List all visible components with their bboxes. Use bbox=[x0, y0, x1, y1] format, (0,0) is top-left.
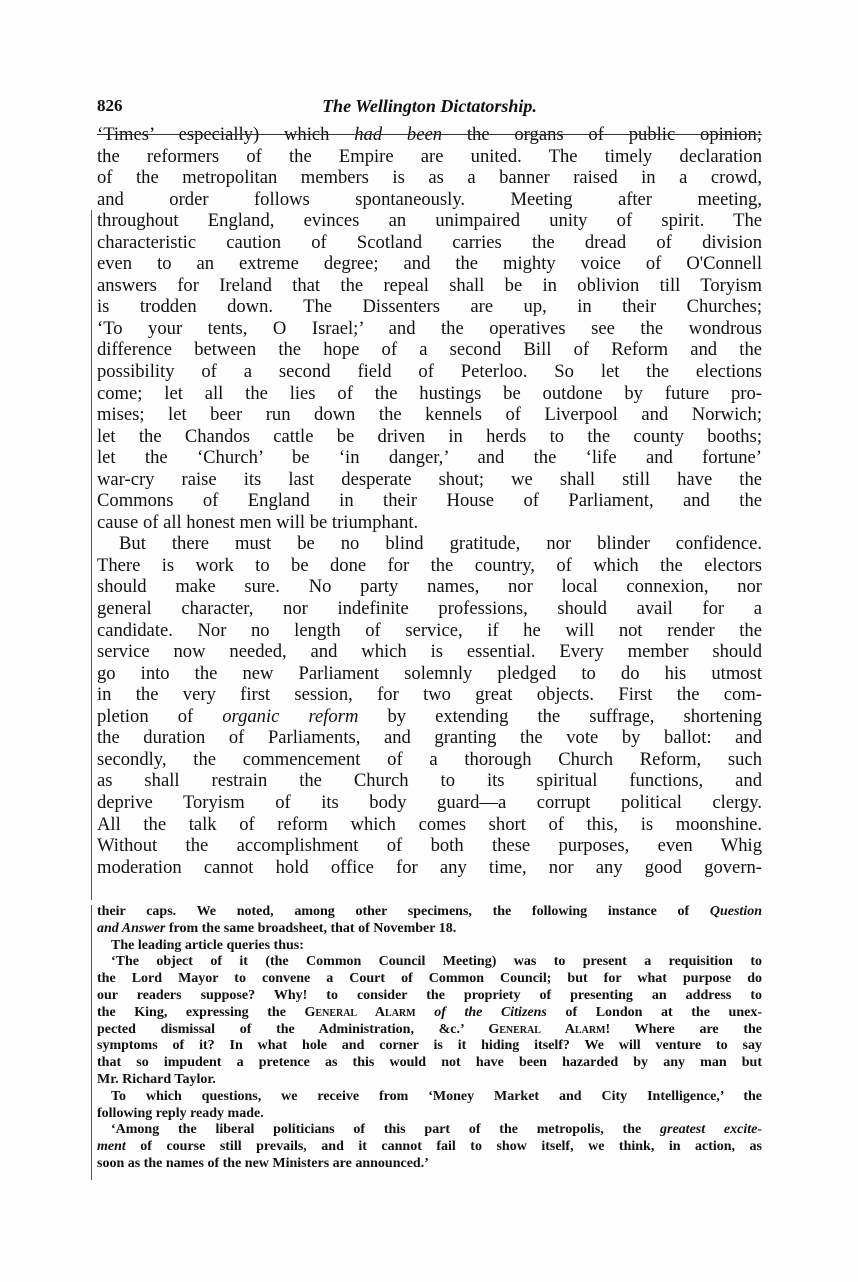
footnote-line: soon as the names of the new Ministers are announced.’ bbox=[97, 1155, 429, 1171]
body-line: ‘Times’ especially) which had been the organs of public opinion; bbox=[97, 124, 763, 145]
body-line: let the Chandos cattle be driven in herds to the county booths; bbox=[97, 425, 762, 447]
body-line: as shall restrain the Church to its spiritual functions, and bbox=[97, 770, 762, 792]
footnotes bbox=[97, 904, 762, 1173]
running-head bbox=[97, 96, 762, 122]
page-header-region bbox=[97, 96, 762, 122]
footnote-line: the Lord Mayor to convene a Court of Common Council; but for what purpose do bbox=[97, 971, 762, 987]
body-line: answers for Ireland that the repeal shall be in oblivion till Toryism bbox=[97, 274, 762, 296]
body-line: moderation cannot hold office for any time, nor any good govern- bbox=[97, 856, 762, 878]
body-line: mises; let beer run down the kennels of Liverpool and Norwich; bbox=[97, 404, 762, 426]
body-line: Commons of England in their House of Parliament, and the bbox=[97, 490, 762, 512]
body-line: cause of all honest men will be triumphant. bbox=[97, 511, 419, 533]
body-line: difference between the hope of a second Bill of Reform and the bbox=[97, 339, 762, 361]
footnote-line: ‘Among the liberal politicians of this part of the metropolis, the greatest excite- bbox=[111, 1122, 762, 1138]
body-line: in the very first session, for two great objects. First the com- bbox=[97, 684, 762, 706]
body-line: come; let all the lies of the hustings be outdone by future pro- bbox=[97, 382, 762, 404]
body-line: is trodden down. The Dissenters are up, in their Churches; bbox=[97, 296, 762, 318]
body-line: general character, nor indefinite professions, should avail for a bbox=[97, 598, 762, 620]
footnote-line: and Answer from the same broadsheet, that of November 18. bbox=[97, 920, 457, 936]
page-number: 826 bbox=[97, 96, 123, 115]
body-line: should make sure. No party names, nor local connexion, nor bbox=[97, 576, 762, 598]
body-line: and order follows spontaneously. Meeting after meeting, bbox=[97, 188, 762, 210]
body-line: the duration of Parliaments, and granting the vote by ballot: and bbox=[97, 727, 762, 749]
footnote-line: their caps. We noted, among other specimens, the following instance of Question bbox=[97, 904, 762, 919]
body-line: service now needed, and which is essential. Every member should bbox=[97, 641, 762, 663]
body-line: even to an extreme degree; and the mighty voice of O'Connell bbox=[97, 253, 762, 275]
footnote-line: To which questions, we receive from ‘Money Market and City Intelligence,’ the bbox=[111, 1088, 762, 1104]
body-line: the reformers of the Empire are united. The timely declaration bbox=[97, 145, 762, 167]
body-line: go into the new Parliament solemnly pledged to do his utmost bbox=[97, 662, 762, 684]
body-line: But there must be no blind gratitude, nor blinder confidence. bbox=[119, 533, 762, 555]
footnote-line: that so impudent a pretence as this would not have been hazarded by any man but bbox=[97, 1055, 762, 1071]
body-line: deprive Toryism of its body guard—a corrupt political clergy. bbox=[97, 791, 762, 813]
footnote-line: our readers suppose? Why! to consider the propriety of presenting an address to bbox=[97, 987, 762, 1003]
footnote-line: pected dismissal of the Administration, &c.’ General Alarm! Where are the bbox=[97, 1021, 762, 1037]
body-line: let the ‘Church’ be ‘in danger,’ and the ‘life and fortune’ bbox=[97, 447, 762, 469]
footnote-line: The leading article queries thus: bbox=[111, 937, 304, 953]
footnote-line: ment of course still prevails, and it cannot fail to show itself, we think, in action, as bbox=[97, 1139, 762, 1155]
body-line: secondly, the commencement of a thorough Church Reform, such bbox=[97, 748, 762, 770]
footnote-line: ‘The object of it (the Common Council Meeting) was to present a requisition to bbox=[111, 954, 762, 970]
body-line: of the metropolitan members is as a banner raised in a crowd, bbox=[97, 167, 762, 189]
body-line: ‘To your tents, O Israel;’ and the operatives see the wondrous bbox=[97, 317, 762, 339]
footnote-line: symptoms of it? In what hole and corner is it hiding itself? We will venture to say bbox=[97, 1038, 762, 1054]
body-line: Without the accomplishment of both these purposes, even Whig bbox=[97, 835, 762, 857]
margin-rule-footnotes bbox=[91, 905, 92, 1180]
footnote-line: following reply ready made. bbox=[97, 1105, 264, 1121]
footnote-line: Mr. Richard Taylor. bbox=[97, 1071, 216, 1087]
article-body bbox=[97, 124, 762, 878]
running-title: The Wellington Dictatorship. bbox=[322, 96, 537, 116]
body-line: All the talk of reform which comes short of this, is moonshine. bbox=[97, 813, 762, 835]
body-line: war-cry raise its last desperate shout; we shall still have the bbox=[97, 468, 762, 490]
body-line: There is work to be done for the country, of which the electors bbox=[97, 554, 762, 576]
footnote-line: the King, expressing the General Alarm of the Citizens of London at the unex- bbox=[97, 1004, 762, 1020]
body-line: throughout England, evinces an unimpaired unity of spirit. The bbox=[97, 210, 762, 232]
margin-rule bbox=[91, 210, 92, 900]
body-line: candidate. Nor no length of service, if he will not render the bbox=[97, 619, 762, 641]
body-line: pletion of organic reform by extending the suffrage, shortening bbox=[97, 705, 763, 727]
body-line: characteristic caution of Scotland carries the dread of division bbox=[97, 231, 762, 253]
body-line: possibility of a second field of Peterloo. So let the elections bbox=[97, 361, 762, 383]
